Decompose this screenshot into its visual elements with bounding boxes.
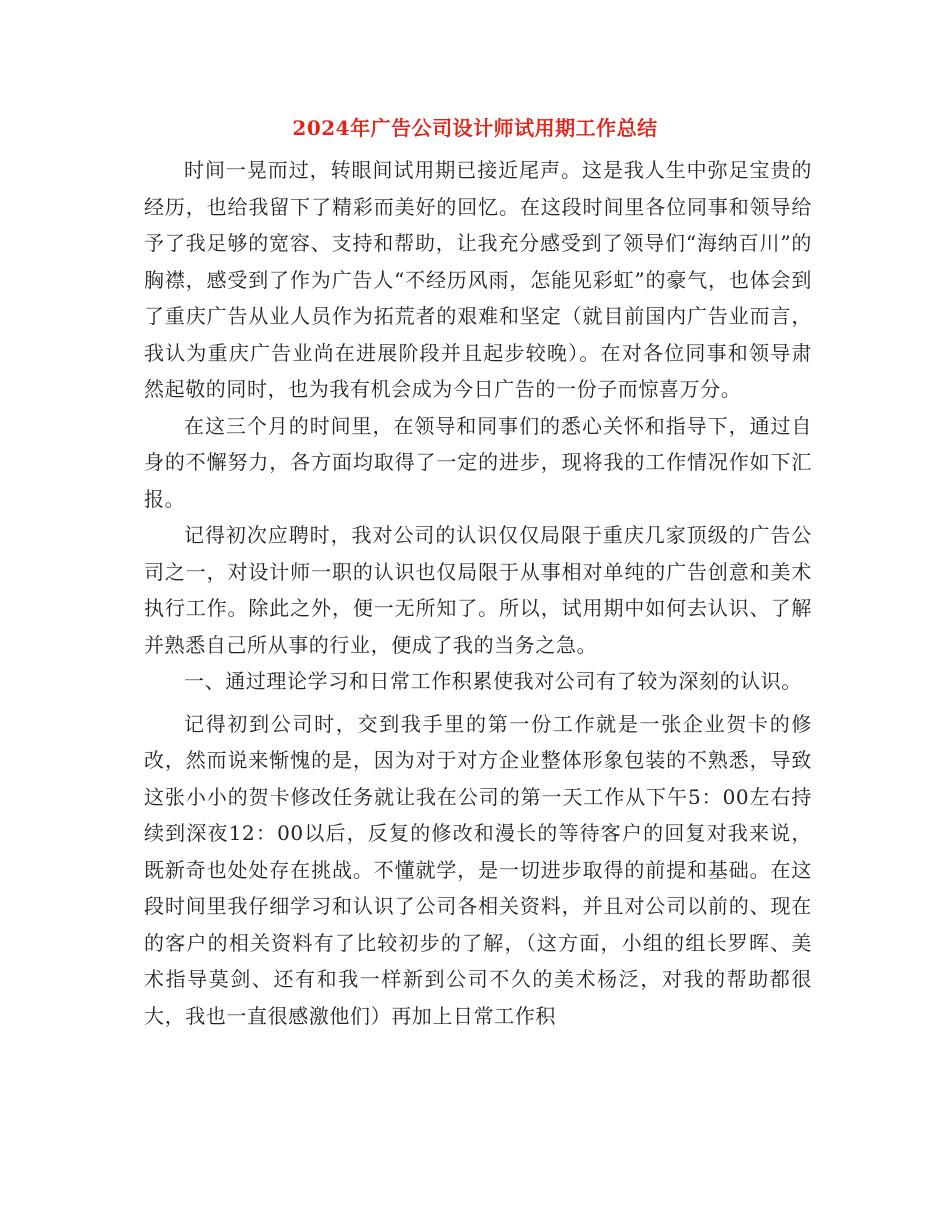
document-title: 2024年广告公司设计师试用期工作总结 <box>292 116 658 140</box>
paragraph-3: 记得初次应聘时，我对公司的认识仅仅局限于重庆几家顶级的广告公司之一，对设计师一职的认识也仅局限于从事相对单纯的广告创意和美术执行工作。除此之外，便一无所知了。所以，试用期中如何去认识、了解并熟悉自己所从事的行业，便成了我的当务之急。 <box>144 523 812 657</box>
document-body <box>144 152 812 1034</box>
paragraph-2: 在这三个月的时间里，在领导和同事们的悉心关怀和指导下，通过自身的不懈努力，各方面均取得了一定的进步，现将我的工作情况作如下汇报。 <box>144 413 812 511</box>
section-heading-1: 一、通过理论学习和日常工作积累使我对公司有了较为深刻的认识。 <box>184 669 802 693</box>
paragraph-4: 记得初到公司时，交到我手里的第一份工作就是一张企业贺卡的修改，然而说来惭愧的是，因为对于对方企业整体形象包装的不熟悉，导致这张小小的贺卡修改任务就让我在公司的第一天工作从下午5：00左右持续到深夜12：00以后，反复的修改和漫长的等待客户的回复对我来说，既新奇也处处存在挑战。不懂就学，是一切进步取得的前提和基础。在这段时间里我仔细学习和认识了公司各相关资料，并且对公司以前的、现在的客户的相关资料有了比较初步的了解，（这方面，小组的组长罗晖、美术指导莫剑、还有和我一样新到公司不久的美术杨泛，对我的帮助都很大，我也一直很感激他们）再加上日常工作积 <box>144 711 812 1028</box>
paragraph-1: 时间一晃而过，转眼间试用期已接近尾声。这是我人生中弥足宝贵的经历，也给我留下了精彩而美好的回忆。在这段时间里各位同事和领导给予了我足够的宽容、支持和帮助，让我充分感受到了领导们“海纳百川”的胸襟，感受到了作为广告人“不经历风雨，怎能见彩虹”的豪气，也体会到了重庆广告从业人员作为拓荒者的艰难和坚定（就目前国内广告业而言，我认为重庆广告业尚在进展阶段并且起步较晚）。在对各位同事和领导肃然起敬的同时，也为我有机会成为今日广告的一份子而惊喜万分。 <box>144 158 812 401</box>
